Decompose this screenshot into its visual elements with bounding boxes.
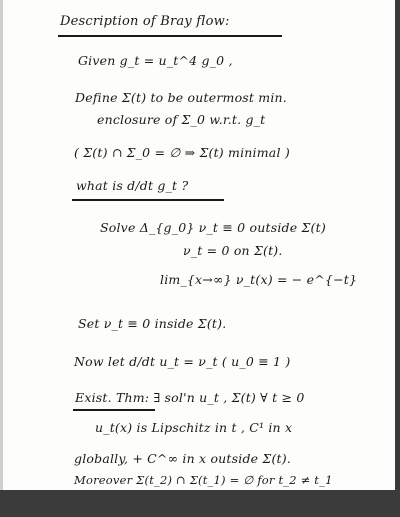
scan-edge-left [0, 0, 3, 490]
title-underline [58, 35, 282, 37]
scan-edge-bottom [0, 490, 400, 517]
notes-line-question: what is d/dt g_t ? [76, 178, 189, 193]
notes-line-define: Define Σ(t) to be outermost min. [75, 90, 287, 105]
notes-line-exist-thm: Exist. Thm: ∃ sol'n u_t , Σ(t) ∀ t ≥ 0 [75, 390, 305, 405]
notes-line-set: Set ν_t ≡ 0 inside Σ(t). [78, 316, 227, 331]
scan-edge-right [395, 0, 400, 490]
notes-title: Description of Bray flow: [60, 14, 230, 29]
exist-thm-underline [73, 409, 155, 411]
notes-line-minimal: ( Σ(t) ∩ Σ_0 = ∅ ⇒ Σ(t) minimal ) [74, 145, 290, 160]
notes-line-limit: lim_{x→∞} ν_t(x) = − e^{−t} [160, 272, 358, 287]
notes-line-lipschitz: u_t(x) is Lipschitz in t , C¹ in x [95, 420, 293, 435]
question-underline [72, 199, 224, 201]
notes-line-now-let: Now let d/dt u_t = ν_t ( u_0 ≡ 1 ) [74, 354, 291, 369]
notes-line-solve: Solve Δ_{g_0} ν_t ≡ 0 outside Σ(t) [100, 220, 326, 235]
notes-line-moreover: Moreover Σ(t_2) ∩ Σ(t_1) = ∅ for t_2 ≠ t_1 [74, 473, 333, 487]
notes-line-enclosure: enclosure of Σ_0 w.r.t. g_t [97, 112, 266, 127]
notes-line-globally: globally, + C^∞ in x outside Σ(t). [74, 451, 292, 466]
notes-line-boundary: ν_t = 0 on Σ(t). [183, 243, 283, 258]
notes-line-given: Given g_t = u_t^4 g_0 , [78, 53, 233, 68]
